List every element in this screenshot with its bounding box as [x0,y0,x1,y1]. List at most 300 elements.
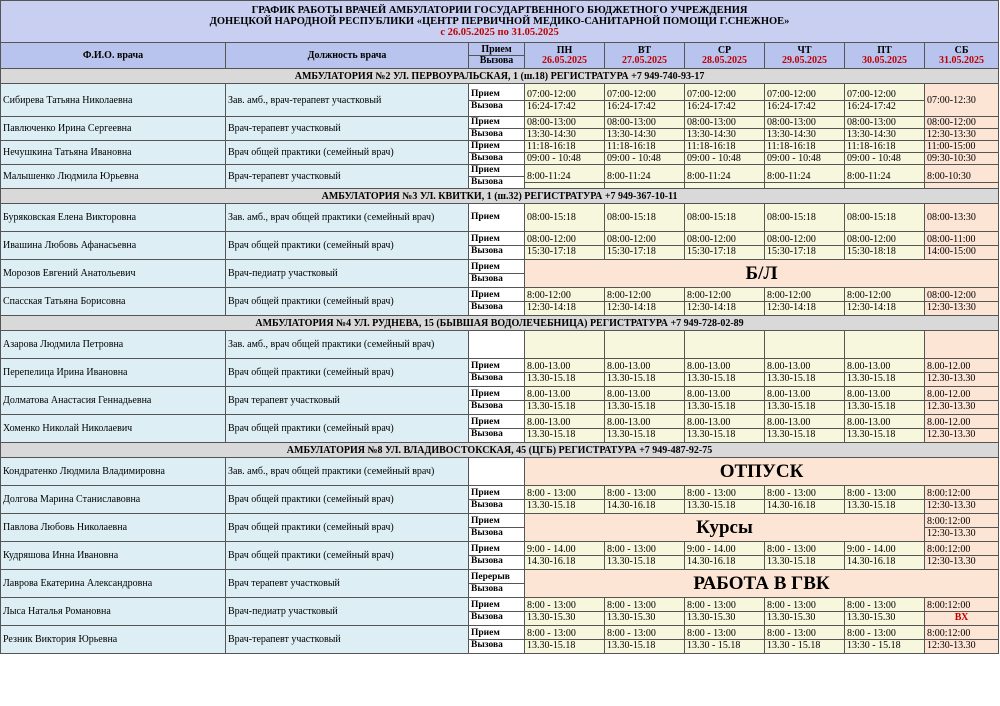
doctor-name: Кондратенко Людмила Владимировна [1,458,226,486]
header-day [925,43,999,69]
time-range: 07:00-12:00 [687,88,736,100]
time-range: 13.30-15.18 [685,428,764,440]
time-range: 8:00-11:24 [767,170,811,182]
time-range: 13.30 - 15.18 [685,639,764,651]
time-range: 08:00-12:00 [927,290,976,301]
day-hours [925,117,999,141]
time-range: 12.30-13.30 [925,400,998,412]
doctor-row [1,331,999,359]
time-range: 12:30-13.30 [925,555,998,567]
day-hours [605,626,685,654]
appointment-type [469,626,525,654]
time-range: 13.30-15.30 [765,611,844,623]
time-range: 8:00-11:24 [607,170,651,182]
time-range: 13.30-15.18 [525,372,604,384]
header-day [605,43,685,69]
appointment-type [469,117,525,141]
doctor-row [1,626,999,654]
day-hours [525,141,605,165]
time-range: 8:00:12:00 [927,600,971,611]
doctor-position: Врач-педиатр участковый [226,260,469,288]
day-name: ЧТ [797,44,812,56]
appointment-type-label: Прием [471,88,500,99]
time-range: 13.30-15.18 [765,400,844,412]
time-range: 12:30-14:18 [685,301,764,313]
time-range: 08:00-15:18 [607,212,656,223]
time-range: 8:00 - 13:00 [767,600,816,611]
time-range: 8:00 - 13:00 [847,488,896,499]
time-range: 8:00 - 13:00 [607,544,656,555]
day-hours [845,204,925,232]
time-range: 07:00-12:00 [527,88,576,100]
day-hours [525,117,605,141]
appointment-type-label: Вызова [469,152,524,164]
appointment-type-label: Прием [471,290,500,300]
time-range: 8:00 - 13:00 [767,544,816,555]
day-hours [765,486,845,514]
time-range: 13.30-15.18 [845,400,924,412]
doctor-name: Перепелица Ирина Ивановна [1,359,226,387]
appointment-type [469,598,525,626]
time-range: 15:30-17:18 [525,245,604,257]
day-hours [925,84,999,117]
doctor-name: Лаврова Екатерина Александровна [1,570,226,598]
day-hours [765,598,845,626]
appointment-type [469,514,525,542]
doctor-position: Врач общей практики (семейный врач) [226,359,469,387]
appointment-type-label: Вызова [469,639,524,651]
day-hours [765,232,845,260]
time-range: 14.30-16.18 [605,499,684,511]
status-cell: РАБОТА В ГВК [525,570,999,598]
day-hours [765,84,845,117]
doctor-row [1,84,999,117]
time-range: 13.30-15.18 [605,372,684,384]
day-hours [605,415,685,443]
time-range: 13.30 - 15.18 [765,639,844,651]
doctor-row [1,387,999,415]
day-hours [525,542,605,570]
day-hours [845,626,925,654]
doctor-name: Малышенко Людмила Юрьевна [1,165,226,189]
time-range: 12:30-14:18 [845,301,924,313]
time-range: 13.30-15.18 [685,372,764,384]
doctor-name: Долгова Марина Станиславовна [1,486,226,514]
time-range: 09:00 - 10:48 [765,152,844,164]
time-range: 8:00:12:00 [927,544,971,555]
day-hours [845,288,925,316]
day-hours [765,288,845,316]
time-range: 11:18-16:18 [687,141,736,152]
time-range: 8:00 - 13:00 [527,488,576,499]
doctor-position: Врач общей практики (семейный врач) [226,486,469,514]
day-hours [685,359,765,387]
time-range: 8:00 - 13:00 [767,628,816,639]
day-hours [845,84,925,117]
time-range: 07:00-12:00 [607,88,656,100]
appointment-type-label: Прием [471,212,500,222]
time-range: 11:18-16:18 [847,141,896,152]
doctor-row [1,204,999,232]
doctor-position: Врач общей практики (семейный врач) [226,232,469,260]
appointment-type [469,165,525,189]
time-range: 09:00 - 10:48 [845,152,924,164]
doctor-row [1,458,999,486]
appointment-type [469,458,525,486]
doctor-row [1,117,999,141]
day-hours [925,204,999,232]
time-range: 8:00 - 13:00 [767,488,816,499]
time-range: 13.30-15.18 [605,639,684,651]
doctor-row [1,288,999,316]
day-hours [925,359,999,387]
doctor-name: Спасская Татьяна Борисовна [1,288,226,316]
time-range: 08:00-15:18 [847,212,896,223]
day-hours [525,486,605,514]
time-range: 08:00-13:00 [687,117,736,128]
time-range: 13.30-15.18 [845,372,924,384]
doctor-row [1,232,999,260]
time-range: 09:00 - 10:48 [685,152,764,164]
day-hours [925,486,999,514]
time-range: 16:24-17:42 [765,100,844,112]
time-range: 08:00-13:00 [527,117,576,128]
day-hours [525,84,605,117]
doctor-name: Павлюченко Ирина Сергеевна [1,117,226,141]
appointment-type-label: Прием [471,117,500,127]
time-range: 8:00 - 13:00 [527,628,576,639]
title-line1: ГРАФИК РАБОТЫ ВРАЧЕЙ АМБУЛАТОРИИ ГОСУДАРТВЕННОГО БЮДЖЕТНОГО УЧРЕЖДЕНИЯ [251,5,748,16]
doctor-row [1,514,999,542]
time-range: 13:30-14:30 [685,128,764,140]
day-hours [845,117,925,141]
time-range: 08:00-13:00 [767,117,816,128]
appointment-type [469,359,525,387]
header-type [469,43,525,69]
time-range: 15:30-17:18 [685,245,764,257]
day-hours [525,415,605,443]
day-hours [525,331,605,359]
doctor-row [1,359,999,387]
header-day [845,43,925,69]
time-range: 07:00-12:00 [847,88,896,100]
time-range: 14.30-16.18 [765,499,844,511]
time-range: 8:00 - 13:00 [527,600,576,611]
time-range: 14.30-16.18 [845,555,924,567]
appointment-type [469,570,525,598]
time-range: 8.00-13.00 [687,361,731,372]
time-range: 13.30-15.18 [525,400,604,412]
day-hours [685,117,765,141]
time-range: 8:00 - 13:00 [687,628,736,639]
doctor-name: Морозов Евгений Анатольевич [1,260,226,288]
day-hours [525,165,605,189]
header-position: Должность врача [226,43,469,69]
day-hours [605,486,685,514]
time-range: 13.30-15.18 [685,499,764,511]
day-name: ВТ [637,44,652,56]
day-hours [685,165,765,189]
time-range: 11:18-16:18 [527,141,576,152]
appointment-type-label: Вызова [469,527,524,539]
appointment-type-label: Прием [471,165,500,175]
appointment-type-label: Вызова [469,301,524,313]
time-range: 8:00:12:00 [927,516,971,527]
title-line2: ДОНЕЦКОЙ НАРОДНОЙ РЕСПУБЛИКИ «ЦЕНТР ПЕРВИЧНОЙ МЕДИКО-САНИТАРНОЙ ПОМОЩИ Г.СНЕЖНОЕ» [209,16,790,27]
appointment-type-label: Вызова [469,428,524,440]
time-range: 08:00-11:00 [927,234,976,245]
day-hours [765,415,845,443]
doctor-row [1,598,999,626]
doctor-position: Врач общей практики (семейный врач) [226,514,469,542]
doctor-position: Врач терапевт участковый [226,387,469,415]
time-range: 12:30-13:30 [925,128,998,140]
day-off-mark: ВХ [925,611,998,623]
day-hours [685,415,765,443]
time-range: 8:00 - 13:00 [607,628,656,639]
time-range: 08:00-15:18 [767,212,816,223]
appointment-type-label: Прием [471,361,500,371]
appointment-type-label: Вызова [469,176,524,188]
appointment-type [469,542,525,570]
time-range: 08:00-12:00 [927,117,976,128]
day-hours [525,204,605,232]
appointment-type-label: Вызова [469,273,524,285]
time-range: 8:00-11:24 [687,170,731,182]
time-range: 13:30-14:30 [765,128,844,140]
appointment-type [469,288,525,316]
section-header [1,69,999,84]
section-title: АМБУЛАТОРИЯ №8 УЛ. ВЛАДИВОСТОКСКАЯ, 45 (ЦГБ) РЕГИСТРАТУРА +7 949-487-92-75 [1,443,999,458]
time-range: 8:00:12:00 [927,488,971,499]
time-range: 09:00 - 10:48 [525,152,604,164]
day-hours [685,141,765,165]
time-range: 15:30-17:18 [605,245,684,257]
time-range: 8.00-13.00 [607,417,651,428]
doctor-row [1,486,999,514]
time-range: 13.30-15.18 [845,499,924,511]
time-range: 13:30-14:30 [525,128,604,140]
time-range: 07:00-12:00 [767,88,816,100]
header-day [765,43,845,69]
time-range: 8:00-11:24 [527,170,571,182]
day-hours [525,626,605,654]
time-range: 13.30-15.18 [525,499,604,511]
time-range: 14.30-16.18 [685,555,764,567]
time-range: 13:30-14:30 [845,128,924,140]
day-hours [685,204,765,232]
time-range: 13.30-15.18 [605,428,684,440]
saturday-hours [925,514,999,542]
time-range: 8.00-13.00 [767,389,811,400]
time-range: 8.00-13.00 [527,417,571,428]
day-hours [765,117,845,141]
day-hours [685,84,765,117]
appointment-type-label: Вызова [469,499,524,511]
time-range: 12.30-13.30 [925,428,998,440]
time-range: 8:00-12:00 [847,290,891,301]
time-range: 07:00-12:30 [927,94,976,106]
day-hours [605,84,685,117]
time-range: 08:00-12:00 [607,234,656,245]
time-range: 13.30-15.18 [525,428,604,440]
time-range: 08:00-12:00 [767,234,816,245]
time-range: 12:30-13.30 [925,639,998,651]
day-hours [765,331,845,359]
day-hours [605,141,685,165]
day-hours [925,288,999,316]
title-dates: с 26.05.2025 по 31.05.2025 [440,27,559,38]
header-priem: Прием [469,45,524,56]
doctor-position: Врач-терапевт участковый [226,165,469,189]
day-hours [765,626,845,654]
day-hours [845,232,925,260]
doctor-position: Врач терапевт участковый [226,570,469,598]
time-range: 8:00-12:00 [687,290,731,301]
day-hours [765,542,845,570]
time-range: 13.30-15.18 [525,639,604,651]
day-hours [845,542,925,570]
time-range: 8:00 - 13:00 [687,600,736,611]
time-range: 8.00-13.00 [767,361,811,372]
day-date: 28.05.2025 [702,54,747,66]
day-hours [685,288,765,316]
time-range: 16:24-17:42 [685,100,764,112]
appointment-type-label: Вызова [469,372,524,384]
doctor-row [1,260,999,288]
day-hours [605,359,685,387]
day-hours [765,204,845,232]
day-name: ПТ [877,44,892,56]
day-name: СБ [954,44,969,56]
appointment-type [469,84,525,117]
day-date: 30.05.2025 [862,54,907,66]
doctor-position: Врач-педиатр участковый [226,598,469,626]
day-hours [525,288,605,316]
time-range: 9:00 - 14.00 [847,544,896,555]
time-range: 9:00 - 14.00 [527,544,576,555]
day-hours [845,359,925,387]
day-hours [605,331,685,359]
section-header [1,443,999,458]
time-range: 11:18-16:18 [767,141,816,152]
time-range [605,182,684,183]
time-range: 16:24-17:42 [605,100,684,112]
day-date: 27.05.2025 [622,54,667,66]
day-name: СР [717,44,732,56]
time-range: 13.30-15.30 [685,611,764,623]
time-range: 8:00 - 13:00 [607,600,656,611]
day-hours [925,165,999,189]
time-range: 9:00 - 14.00 [687,544,736,555]
doctor-row [1,165,999,189]
time-range: 08:00-12:00 [847,234,896,245]
time-range: 09:30-10:30 [925,152,998,164]
section-title: АМБУЛАТОРИЯ №2 УЛ. ПЕРВОУРАЛЬСКАЯ, 1 (ш.18) РЕГИСТРАТУРА +7 949-740-93-17 [1,69,999,84]
time-range: 08:00-12:00 [527,234,576,245]
time-range: 8.00-12.00 [927,361,971,372]
day-hours [605,117,685,141]
appointment-type-label: Вызова [469,245,524,257]
time-range: 11:18-16:18 [607,141,656,152]
appointment-type [469,141,525,165]
appointment-type [469,260,525,288]
day-hours [925,141,999,165]
time-range: 8.00-13.00 [847,389,891,400]
time-range: 8:00-12:00 [527,290,571,301]
time-range: 09:00 - 10:48 [605,152,684,164]
time-range: 13:30-14:30 [605,128,684,140]
appointment-type-label: Прием [471,600,500,610]
time-range: 8:00 - 13:00 [847,628,896,639]
header-day [525,43,605,69]
time-range: 8:00-12:00 [607,290,651,301]
doctor-name: Павлова Любовь Николаевна [1,514,226,542]
header-name: Ф.И.О. врача [1,43,226,69]
appointment-type-label: Прием [471,488,500,498]
day-hours [525,598,605,626]
time-range: 8.00-13.00 [607,361,651,372]
time-range: 8:00 - 13:00 [607,488,656,499]
appointment-type-label: Вызова [469,100,524,112]
doctor-position: Врач общей практики (семейный врач) [226,542,469,570]
appointment-type [469,232,525,260]
appointment-type-label: Прием [471,262,500,272]
day-date: 31.05.2025 [939,54,985,66]
appointment-type-label: Прием [471,516,500,526]
appointment-type [469,387,525,415]
time-range: 13.30-15.18 [765,555,844,567]
day-date: 26.05.2025 [542,54,587,66]
time-range: 12:30-13.30 [925,499,998,511]
time-range: 8:00-11:24 [847,170,891,182]
doctor-position: Зав. амб., врач-терапевт участковый [226,84,469,117]
day-hours [845,387,925,415]
day-hours [685,486,765,514]
time-range: 12:30-14:18 [605,301,684,313]
section-header [1,316,999,331]
time-range: 08:00-13:00 [847,117,896,128]
time-range [525,182,604,183]
schedule-title [1,1,999,43]
time-range: 13.30-15.30 [605,611,684,623]
day-hours [685,542,765,570]
appointment-type-label: Прием [471,389,500,399]
day-hours [925,542,999,570]
doctor-name: Хоменко Николай Николаевич [1,415,226,443]
time-range: 15:30-17:18 [765,245,844,257]
time-range: 13:30 - 15.18 [845,639,924,651]
day-hours [925,387,999,415]
time-range: 11:00-15:00 [927,141,976,152]
section-title: АМБУЛАТОРИЯ №3 УЛ. КВИТКИ, 1 (ш.32) РЕГИСТРАТУРА +7 949-367-10-11 [1,189,999,204]
status-cell: Б/Л [525,260,999,288]
time-range: 14.30-16.18 [525,555,604,567]
day-hours [685,331,765,359]
time-range: 12.30-13.30 [925,372,998,384]
day-hours [765,359,845,387]
time-range: 12:30-14:18 [525,301,604,313]
time-range: 12:30-13.30 [925,527,998,539]
time-range: 13.30-15.18 [605,400,684,412]
time-range: 8.00-13.00 [767,417,811,428]
time-range: 8:00 - 13:00 [847,600,896,611]
day-hours [845,331,925,359]
day-hours [685,387,765,415]
appointment-type [469,331,525,359]
doctor-position: Зав. амб., врач общей практики (семейный врач) [226,204,469,232]
day-hours [605,204,685,232]
